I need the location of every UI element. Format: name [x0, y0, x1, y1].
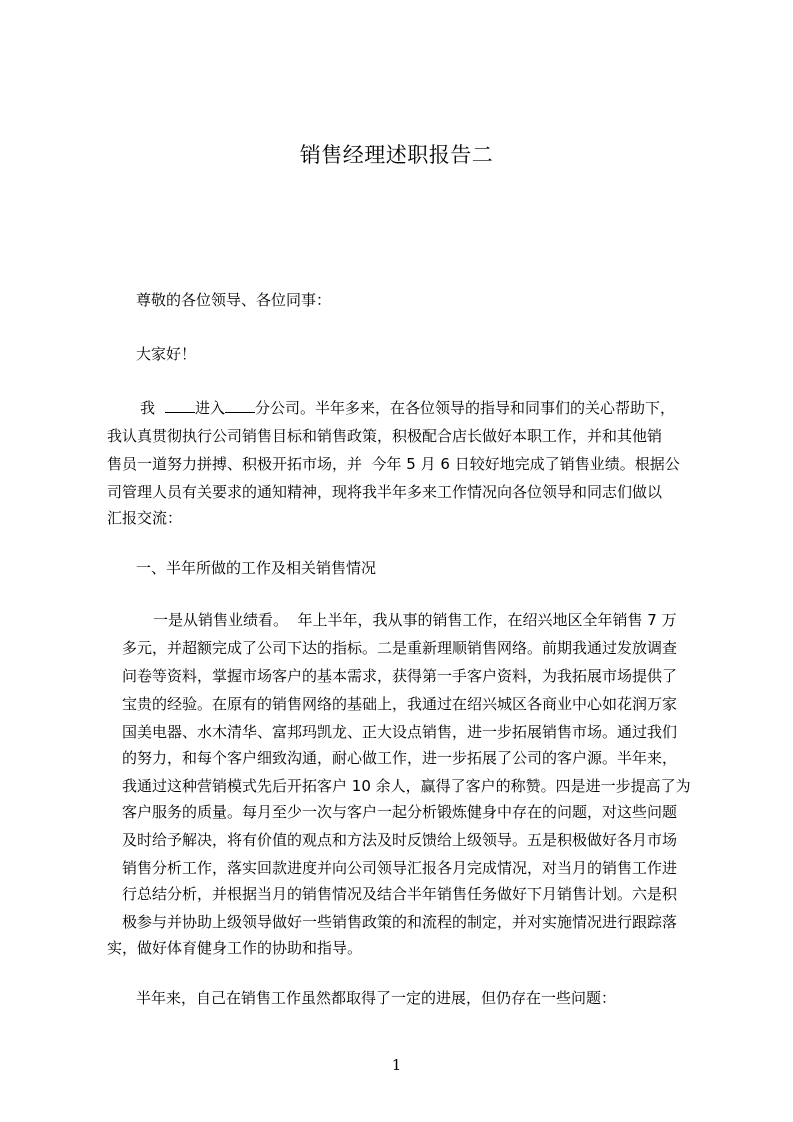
section-line-5: 国美电器、水木清华、富邦玛凯龙、正大设点销售，进一步拓展销售市场。通过我们 [122, 723, 678, 741]
intro-line-4: 司管理人员有关要求的通知精神，现将我半年多来工作情况向各位领导和同志们做以 [107, 483, 663, 501]
intro-line-5: 汇报交流： [107, 509, 183, 527]
greeting: 大家好！ [136, 345, 197, 363]
intro-line-3: 售员一道努力拼搏、积极开拓市场，并 今年 5 月 6 日较好地完成了销售业绩。根据公 [107, 455, 680, 473]
section-line-1: 一是从销售业绩看。 年上半年，我从事的销售工作，在绍兴地区全年销售 7 万 [153, 611, 677, 629]
section-line-6: 的努力，和每个客户细致沟通，耐心做工作，进一步拓展了公司的客户源。半年来， [122, 749, 678, 767]
section-line-4: 宝贵的经验。在原有的销售网络的基础上，我通过在绍兴城区各商业中心如花润万家 [122, 695, 678, 713]
intro-line-1-text: 分公司。半年多来，在各位领导的指导和同事们的关心帮助下， [255, 399, 676, 417]
section-line-13: 实，做好体育健身工作的协助和指导。 [107, 939, 363, 957]
section-heading: 一、半年所做的工作及相关销售情况 [136, 559, 377, 577]
page-number: 1 [391, 1056, 402, 1074]
section-line-9: 及时给予解决，将有价值的观点和方法及时反馈给上级领导。五是积极做好各月市场 [122, 831, 678, 849]
name-blank [165, 398, 195, 413]
branch-blank [225, 398, 255, 413]
section-line-10: 销售分析工作，落实回款进度并向公司领导汇报各月完成情况，对当月的销售工作进 [122, 859, 678, 877]
summary-line: 半年来，自己在销售工作虽然都取得了一定的进展，但仍存在一些问题： [136, 989, 617, 1007]
section-line-8: 客户服务的质量。每月至少一次与客户一起分析锻炼健身中存在的问题，对这些问题 [122, 803, 678, 821]
document-title: 销售经理述职报告二 [299, 143, 494, 167]
intro-line-2: 我认真贯彻执行公司销售目标和销售政策，积极配合店长做好本职工作，并和其他销 [107, 427, 663, 445]
section-line-3: 问卷等资料，掌握市场客户的基本需求，获得第一手客户资料，为我拓展市场提供了 [122, 667, 678, 685]
intro-line-1 [0, 396, 793, 420]
section-line-12: 极参与并协助上级领导做好一些销售政策的和流程的制定，并对实施情况进行跟踪落 [122, 913, 678, 931]
section-line-2: 多元，并超额完成了公司下达的指标。二是重新理顺销售网络。前期我通过发放调查 [122, 639, 678, 657]
salutation: 尊敬的各位领导、各位同事： [136, 291, 332, 309]
intro-prefix: 我 [140, 399, 156, 417]
section-line-11: 行总结分析，并根据当月的销售情况及结合半年销售任务做好下月销售计划。六是积 [122, 885, 678, 903]
intro-mid: 进入 [195, 399, 226, 417]
section-line-7: 我通过这种营销模式先后开拓客户 10 余人，赢得了客户的称赞。四是进一步提高了为 [122, 777, 691, 795]
